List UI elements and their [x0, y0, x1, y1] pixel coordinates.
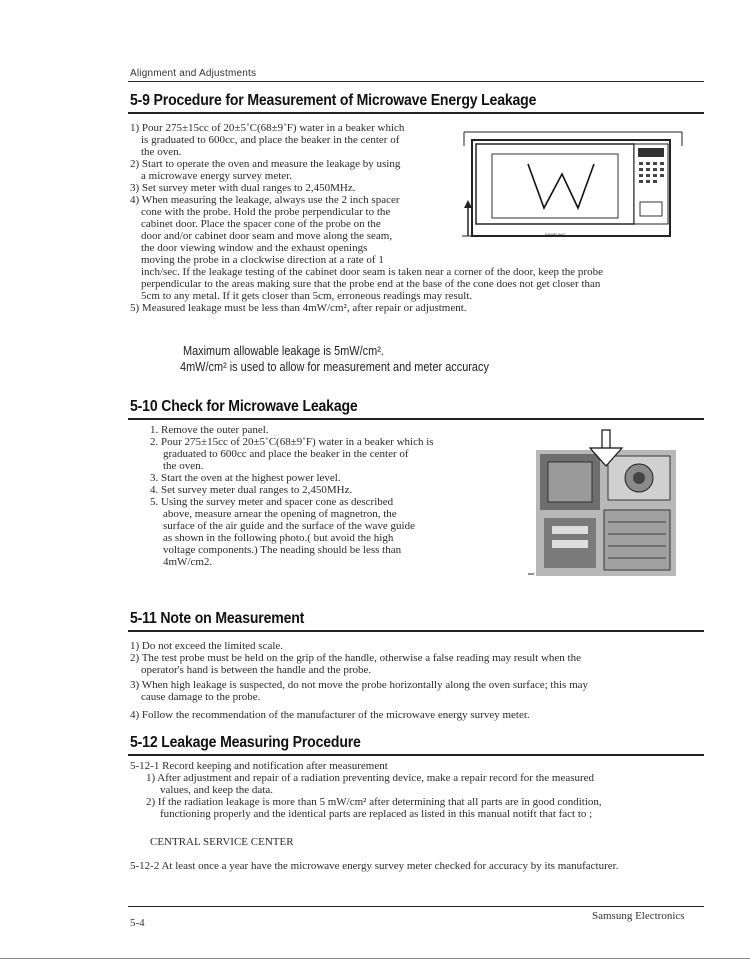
section-5-12-title: 5-12 Leakage Measuring Procedure — [130, 734, 361, 751]
s59-line: 5) Measured leakage must be less than 4mW/cm², after repair or adjustment. — [130, 302, 467, 314]
s510-line: above, measure arnear the opening of magnetron, the — [163, 508, 397, 520]
company-name: Samsung Electronics — [592, 910, 685, 922]
s59-line: cabinet door. Place the spacer cone of the probe on the — [141, 218, 381, 230]
section-5-9-title: 5-9 Procedure for Measurement of Microwave Energy Leakage — [130, 92, 537, 109]
s511-line: 2) The test probe must be held on the grip of the handle, otherwise a false reading may result when the — [130, 652, 581, 664]
s512-line: 5-12-1 Record keeping and notification after measurement — [130, 760, 388, 772]
magnetron-photo — [528, 426, 680, 580]
s510-line: 2. Pour 275±15cc of 20±5˚C(68±9˚F) water in a beaker which is — [150, 436, 434, 448]
s512-line: values, and keep the data. — [160, 784, 274, 796]
s511-line: operator's hand is between the handle and the probe. — [141, 664, 372, 676]
section-5-9-rule — [128, 112, 704, 114]
s510-line: surface of the air guide and the surface of the wave guide — [163, 520, 415, 532]
s510-line: as shown in the following photo.( but avoid the high — [163, 532, 394, 544]
s512-last-line: 5-12-2 At least once a year have the microwave energy survey meter checked for accuracy by its manufacturer. — [130, 860, 619, 872]
s512-line: 1) After adjustment and repair of a radiation preventing device, make a repair record for the measured — [146, 772, 595, 784]
s59-line: the oven. — [141, 146, 182, 158]
section-5-12-rule — [128, 754, 704, 756]
s510-line: 5. Using the survey meter and spacer cone as described — [150, 496, 394, 508]
section-5-10-title: 5-10 Check for Microwave Leakage — [130, 398, 358, 415]
s510-line: 4. Set survey meter dual ranges to 2,450MHz. — [150, 484, 353, 496]
s512-line: 2) If the radiation leakage is more than 5 mW/cm² after determining that all parts are in good condition, — [146, 796, 602, 808]
s59-line: cone with the probe. Hold the probe perpendicular to the — [141, 206, 391, 218]
section-5-11-rule — [128, 630, 704, 632]
oven-brand-label: SAMSUNG — [544, 232, 566, 237]
s59-line: a microwave energy survey meter. — [141, 170, 292, 182]
page-bottom-edge — [0, 958, 750, 959]
s59-line: 3) Set survey meter with dual ranges to 2,450MHz. — [130, 182, 356, 194]
section-5-10-rule — [128, 418, 704, 420]
s59-line: door and/or cabinet door seam and move along the seam, — [141, 230, 393, 242]
s510-line: voltage components.) The neading should be less than — [163, 544, 402, 556]
max-leakage-note: Maximum allowable leakage is 5mW/cm². — [183, 343, 384, 358]
s59-line: perpendicular to the areas making sure that the probe end at the base of the cone does not get closer than — [141, 278, 601, 290]
accuracy-note: 4mW/cm² is used to allow for measurement and meter accuracy — [180, 359, 489, 374]
s510-line: 3. Start the oven at the highest power level. — [150, 472, 341, 484]
s59-line: moving the probe in a clockwise direction at a rate of 1 — [141, 254, 384, 266]
running-header: Alignment and Adjustments — [130, 68, 257, 79]
s511-line: 1) Do not exceed the limited scale. — [130, 640, 284, 652]
s59-line: 5cm to any metal. If it gets closer than 5cm, erroneous readings may result. — [141, 290, 473, 302]
s510-line: 1. Remove the outer panel. — [150, 424, 269, 436]
s59-line: inch/sec. If the leakage testing of the cabinet door seam is taken near a corner of the door, keep the probe — [141, 266, 603, 278]
s511-line: cause damage to the probe. — [141, 691, 261, 703]
s59-line: 2) Start to operate the oven and measure the leakage by using — [130, 158, 401, 170]
s59-line: 1) Pour 275±15cc of 20±5˚C(68±9˚F) water in a beaker which — [130, 122, 405, 134]
s511-line: 4) Follow the recommendation of the manufacturer of the microwave energy survey meter. — [130, 709, 530, 721]
footer-rule — [128, 906, 704, 907]
s511-line: 3) When high leakage is suspected, do not move the probe horizontally along the oven surface; this may — [130, 679, 589, 691]
s59-line: the door viewing window and the exhaust openings — [141, 242, 368, 254]
s59-line: is graduated to 600cc, and place the beaker in the center of — [141, 134, 400, 146]
s510-line: the oven. — [163, 460, 204, 472]
s510-line: 4mW/cm2. — [163, 556, 213, 568]
section-5-11-title: 5-11 Note on Measurement — [130, 610, 305, 627]
s510-line: graduated to 600cc and place the beaker in the center of — [163, 448, 409, 460]
header-rule — [128, 81, 704, 82]
page-number: 5-4 — [130, 917, 145, 929]
microwave-oven-illustration — [462, 124, 684, 246]
s59-line: 4) When measuring the leakage, always use the 2 inch spacer — [130, 194, 400, 206]
central-service-center: CENTRAL SERVICE CENTER — [150, 836, 294, 848]
s512-line: functioning properly and the identical parts are replaced as listed in this manual notift that fact to ; — [160, 808, 593, 820]
